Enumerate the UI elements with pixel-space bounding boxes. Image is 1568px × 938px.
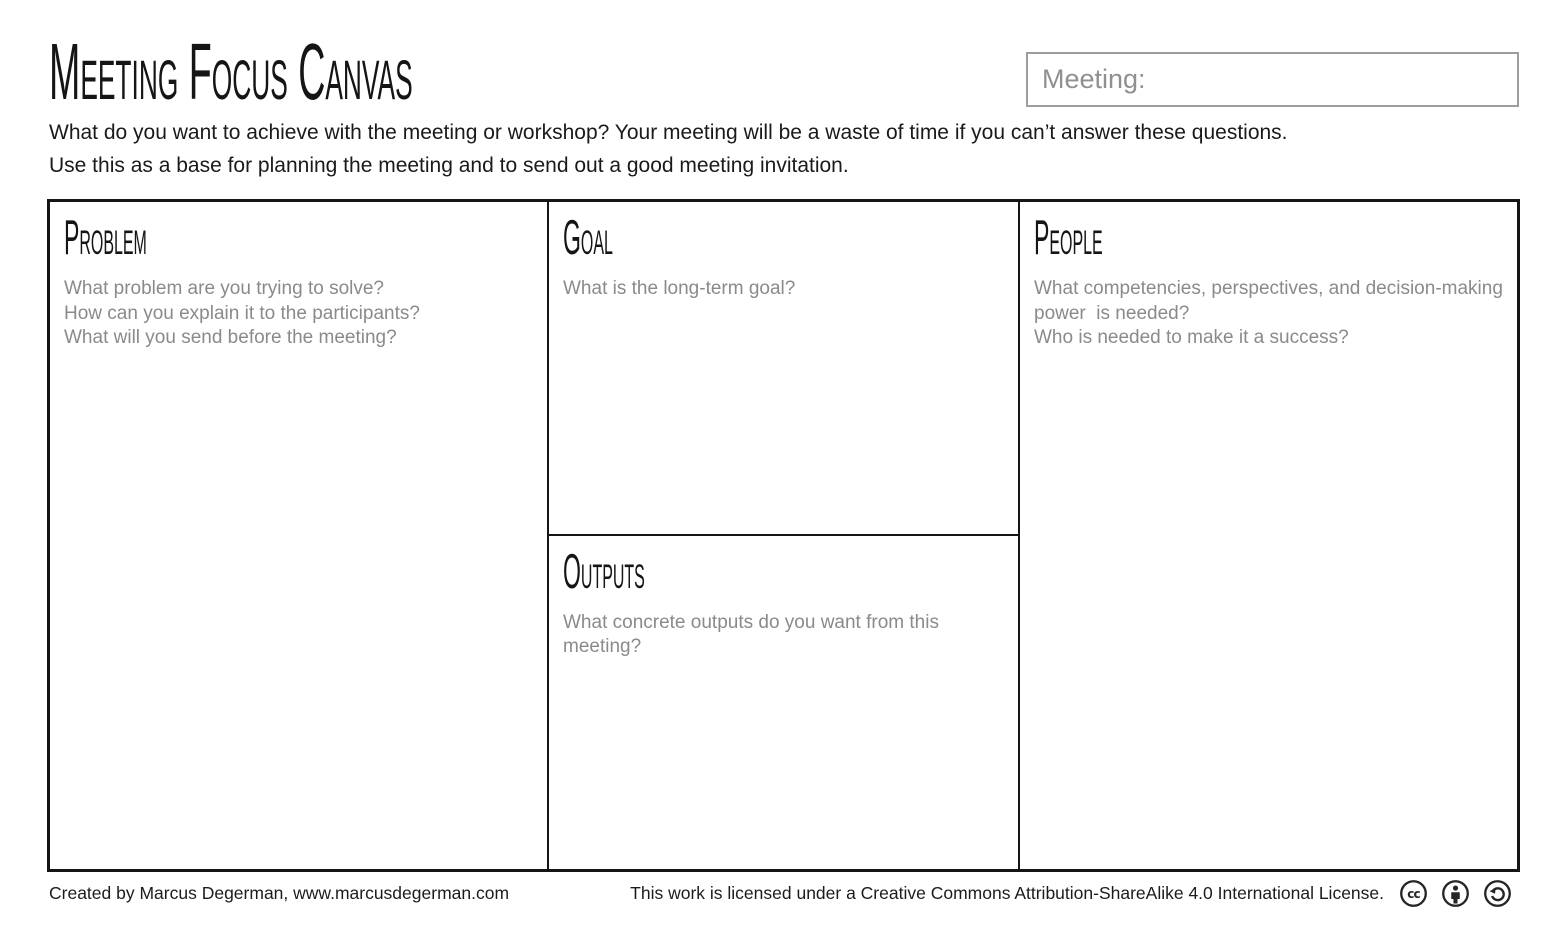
share-alike-icon [1483, 879, 1512, 908]
meeting-name-box [1026, 52, 1519, 107]
page-title-text: Meeting Focus Canvas [49, 27, 413, 116]
outputs-question: What concrete outputs do you want from this meeting? [563, 611, 945, 657]
middle-column [547, 202, 1018, 869]
people-question: Who is needed to make it a success? [1034, 327, 1349, 348]
problem-question: How can you explain it to the participants? [64, 302, 420, 324]
problem-question: What problem are you trying to solve? [64, 278, 384, 299]
people-question: What competencies, perspectives, and decision-making power is needed? [1034, 278, 1509, 324]
license-text: This work is licensed under a Creative Commons Attribution-ShareAlike 4.0 International License. [630, 883, 1384, 903]
page-title [49, 27, 823, 116]
goal-title-text: Goal [563, 211, 613, 265]
canvas-grid [47, 199, 1520, 872]
section-people [1018, 202, 1517, 869]
outputs-title-text: Outputs [563, 544, 645, 599]
cc-logo-icon [1399, 879, 1428, 908]
svg-text:cc: cc [1407, 886, 1420, 901]
problem-question: What will you send before the meeting? [64, 327, 397, 348]
problem-title [64, 209, 533, 267]
section-problem [50, 202, 547, 869]
intro-line-2: Use this as a base for planning the meeting and to send out a good meeting invitation. [49, 154, 849, 177]
problem-title-text: Problem [64, 211, 147, 265]
intro-text [49, 116, 1288, 182]
attribution-person-icon [1441, 879, 1470, 908]
credit-text: Created by Marcus Degerman, www.marcusdegerman.com [49, 883, 510, 903]
outputs-title [563, 543, 1004, 601]
goal-title [563, 209, 1004, 267]
license-group [630, 879, 1512, 908]
people-title-text: People [1034, 211, 1103, 265]
footer [49, 879, 1512, 908]
section-outputs [549, 536, 1018, 870]
people-title [1034, 209, 1503, 267]
goal-question: What is the long-term goal? [563, 278, 796, 299]
section-goal [549, 202, 1018, 536]
intro-line-1: What do you want to achieve with the meeting or workshop? Your meeting will be a waste of time if you can’t answer these questions. [49, 121, 1288, 144]
meeting-name-input[interactable] [1028, 54, 1517, 105]
